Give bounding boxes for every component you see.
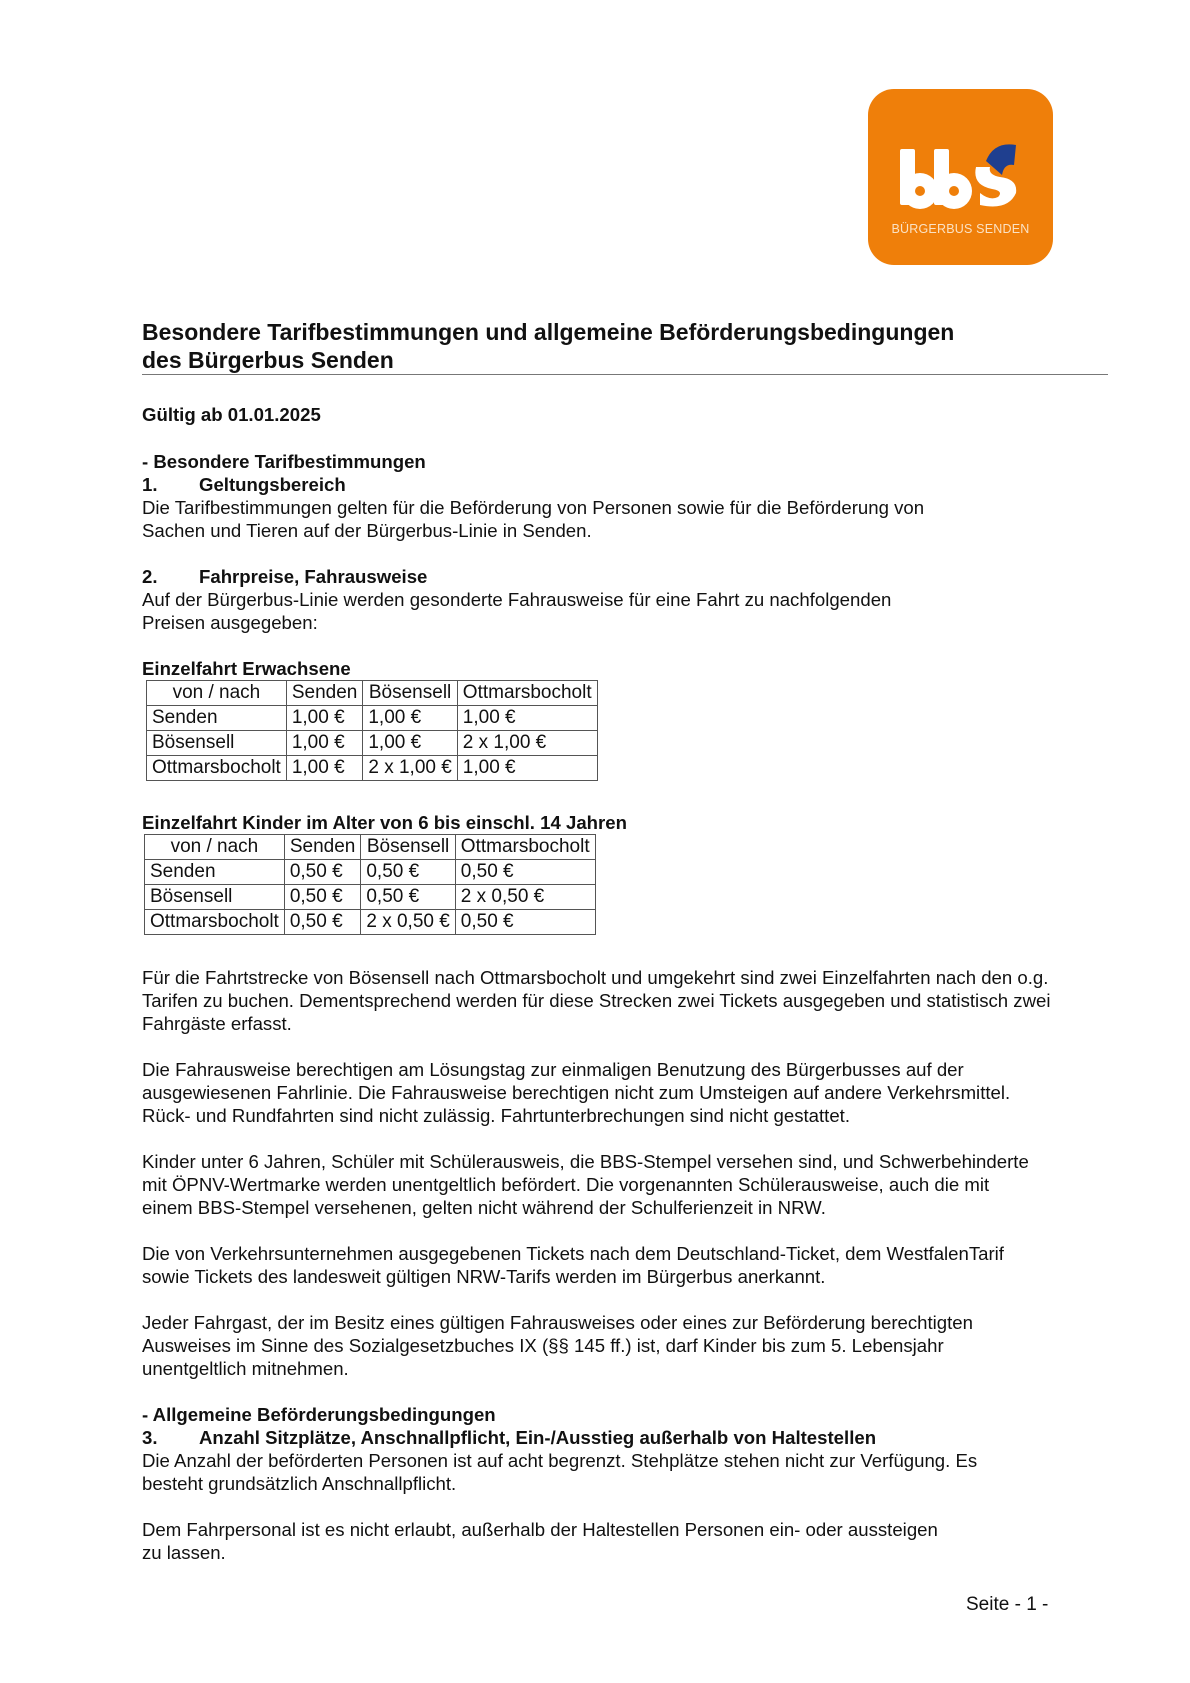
table-row-label: Ottmarsbocholt [147,756,287,781]
table-header-cell: Bösensell [361,835,455,860]
table-header-cell: Senden [286,681,363,706]
table-header-cell: Senden [284,835,361,860]
section-3-line: Die Anzahl der beförderten Personen ist auf acht begrenzt. Stehplätze stehen nicht zur Verfügung. Es [142,1450,978,1471]
paragraph-line: unentgeltlich mitnehmen. [142,1358,349,1379]
table-row-label: Senden [145,860,285,885]
paragraph-line: Die von Verkehrsunternehmen ausgegebenen Tickets nach dem Deutschland-Ticket, dem WestfalenTarif [142,1243,1004,1264]
table-row-label: Ottmarsbocholt [145,910,285,935]
table-cell: 1,00 € [363,731,457,756]
table-header-row [147,681,598,706]
paragraph-line: einem BBS-Stempel versehenen, gelten nicht während der Schulferienzeit in NRW. [142,1197,826,1218]
table-header-cell: Ottmarsbocholt [457,681,597,706]
paragraph [142,1150,1029,1219]
section-heading: - Besondere Tarifbestimmungen [142,451,426,472]
table-row-label: Bösensell [145,885,285,910]
table-header-row [145,835,596,860]
section-2-line: Auf der Bürgerbus-Linie werden gesonderte Fahrausweise für eine Fahrt zu nachfolgenden [142,589,892,610]
table-row [147,731,598,756]
table-row [145,910,596,935]
title-line-1: Besondere Tarifbestimmungen und allgemeine Beförderungsbedingungen [142,319,955,345]
table-cell: 1,00 € [286,706,363,731]
section-number: 2. [142,566,158,587]
section-3-line: zu lassen. [142,1542,226,1563]
title-divider [142,374,1108,375]
paragraph [142,966,1051,1035]
table-row-label: Senden [147,706,287,731]
table-cell: 0,50 € [284,860,361,885]
section-title: Anzahl Sitzplätze, Anschnallpflicht, Ein-/Ausstieg außerhalb von Haltestellen [199,1427,877,1448]
section-tariff [142,450,924,634]
paragraph [142,1311,973,1380]
title-line-2: des Bürgerbus Senden [142,347,394,373]
logo-blue-arc [986,144,1016,175]
document-title [142,318,954,374]
table-row [145,885,596,910]
paragraph-line: Rück- und Rundfahrten sind nicht zulässig. Fahrtunterbrechungen sind nicht gestattet. [142,1105,851,1126]
section-number: 3. [142,1427,158,1448]
paragraph-line: Für die Fahrtstrecke von Bösensell nach Ottmarsbocholt und umgekehrt sind zwei Einzelfahrten nach den o.g. [142,967,1049,988]
logo-text: BÜRGERBUS SENDEN [891,222,1030,236]
table-row [145,860,596,885]
section-title: Geltungsbereich [199,474,346,495]
table-cell: 0,50 € [284,910,361,935]
table-header-cell: Bösensell [363,681,457,706]
paragraph-line: ausgewiesenen Fahrlinie. Die Fahrausweise berechtigen nicht zum Umsteigen auf andere Verkehrsmittel. [142,1082,1011,1103]
table-row-label: Bösensell [147,731,287,756]
section-3-line: besteht grundsätzlich Anschnallpflicht. [142,1473,457,1494]
fare-table-adults [146,680,598,781]
paragraph-line: Jeder Fahrgast, der im Besitz eines gültigen Fahrausweises oder eines zur Beförderung berechtigten [142,1312,973,1333]
section-2-line: Preisen ausgegeben: [142,612,318,633]
section-1-line: Sachen und Tieren auf der Bürgerbus-Linie in Senden. [142,520,592,541]
table-cell: 2 x 1,00 € [363,756,457,781]
table-cell: 0,50 € [455,860,595,885]
paragraph [142,1242,1004,1288]
table-cell: 2 x 0,50 € [361,910,455,935]
table-adults-caption: Einzelfahrt Erwachsene [142,658,351,679]
section-1-line: Die Tarifbestimmungen gelten für die Beförderung von Personen sowie für die Beförderung von [142,497,925,518]
table-cell: 2 x 1,00 € [457,731,597,756]
paragraph-line: Tarifen zu buchen. Dementsprechend werden für diese Strecken zwei Tickets ausgegeben und statistisch zwei [142,990,1051,1011]
bbs-logo [868,89,1053,265]
section-conditions [142,1403,977,1564]
bbs-logo-icon [868,89,1053,265]
table-header-cell: von / nach [147,681,287,706]
section-3-line: Dem Fahrpersonal ist es nicht erlaubt, außerhalb der Haltestellen Personen ein- oder aussteigen [142,1519,938,1540]
table-cell: 0,50 € [455,910,595,935]
table-header-cell: von / nach [145,835,285,860]
page-number: Seite - 1 - [966,1594,1049,1615]
table-children-caption: Einzelfahrt Kinder im Alter von 6 bis einschl. 14 Jahren [142,812,627,833]
table-row [147,706,598,731]
section-3-heading [142,1426,977,1449]
table-cell: 1,00 € [286,731,363,756]
table-header-cell: Ottmarsbocholt [455,835,595,860]
table-row [147,756,598,781]
table-cell: 1,00 € [363,706,457,731]
fare-table-children [144,834,596,935]
paragraph-line: Kinder unter 6 Jahren, Schüler mit Schülerausweis, die BBS-Stempel versehen sind, und Schwerbehinderte [142,1151,1029,1172]
section-title: Fahrpreise, Fahrausweise [199,566,428,587]
paragraph-line: mit ÖPNV-Wertmarke werden unentgeltlich befördert. Die vorgenannten Schülerausweise, auch die mit [142,1174,990,1195]
paragraph-line: Die Fahrausweise berechtigen am Lösungstag zur einmaligen Benutzung des Bürgerbusses auf der [142,1059,964,1080]
paragraph [142,1058,1010,1127]
section-number: 1. [142,474,158,495]
section-heading: - Allgemeine Beförderungsbedingungen [142,1404,496,1425]
paragraph-line: Fahrgäste erfasst. [142,1013,292,1034]
table-cell: 2 x 0,50 € [455,885,595,910]
table-cell: 0,50 € [284,885,361,910]
table-cell: 0,50 € [361,885,455,910]
table-cell: 0,50 € [361,860,455,885]
paragraph-line: Ausweises im Sinne des Sozialgesetzbuches IX (§§ 145 ff.) ist, darf Kinder bis zum 5. Lebensjahr [142,1335,944,1356]
table-cell: 1,00 € [286,756,363,781]
table-cell: 1,00 € [457,756,597,781]
table-cell: 1,00 € [457,706,597,731]
section-1-heading [142,473,924,496]
valid-from: Gültig ab 01.01.2025 [142,404,321,425]
paragraph-line: sowie Tickets des landesweit gültigen NRW-Tarifs werden im Bürgerbus anerkannt. [142,1266,826,1287]
section-2-heading [142,565,924,588]
